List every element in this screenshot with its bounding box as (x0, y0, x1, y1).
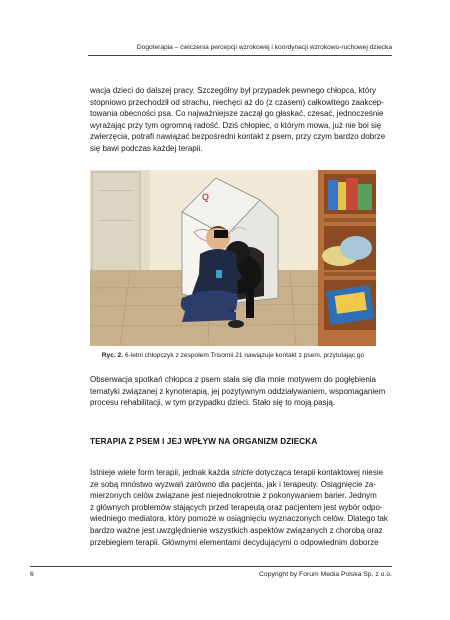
text-line: procesu rehabilitacji, w tym przypadku dzieci. Stało się to moją pasją. (90, 398, 335, 408)
text-line: wiedniego mediatora, który pomoże w osiągnięciu wyznaczonych celów. Dlatego tak (90, 514, 388, 524)
paragraph-observation (90, 374, 386, 409)
text-run: Istnieje wiele form terapii, jednak każda (90, 468, 232, 477)
text-line: się bawi podczas każdej terapii. (90, 143, 203, 153)
figure-caption-text: 6-letni chłopczyk z zespołem Trisomii 21 nawiązuje kontakt z psem, przytulając go (124, 352, 365, 359)
paragraph-intro (90, 85, 386, 155)
text-run: dotycząca terapii kontaktowej niesie (253, 468, 384, 477)
text-line: bardzo ważne jest uwzględnienie wszystkich aspektów związanych z chorobą oraz (90, 525, 383, 535)
text-line: ze sobą mnóstwo wyzwań zarówno dla pacjenta, jak i terapeuty. Osiągnięcie za- (90, 479, 376, 489)
text-line: wyrażając przy tym ogromną radość. Dziś chłopiec, o którym mowa, już nie boi się (90, 120, 382, 130)
text-line: z głównych problemów stających przed terapeutą oraz pacjentem jest wybór odpo- (90, 502, 383, 512)
footer-rule (30, 566, 392, 567)
svg-text:Q: Q (202, 192, 210, 202)
italic-term: stricte (231, 468, 254, 477)
figure-photo (90, 170, 376, 346)
text-line: Obserwacja spotkań chłopca z psem stała się dla mnie motywem do pogłębienia (90, 375, 376, 384)
figure-caption (90, 352, 376, 359)
text-line (90, 467, 384, 479)
photo-boy-with-dog (90, 170, 376, 346)
text-line: wacja dzieci do dalszej pracy. Szczególny był przypadek pewnego chłopca, który (90, 86, 376, 95)
figure-label: Ryc. 2. (101, 352, 124, 359)
text-line: stopniowo przechodził od strachu, niechęci aż do (z czasem) całkowitego zaakcep- (90, 97, 384, 107)
page-number: 6 (30, 571, 34, 578)
running-header: Dogoterapia – ćwiczenia percepcji wzrokowej i koordynacji wzrokowo-ruchowej dziecka (136, 44, 392, 51)
section-heading: TERAPIA Z PSEM I JEJ WPŁYW NA ORGANIZM DZIECKA (90, 437, 318, 446)
text-line: mierzonych celów związane jest niejednokrotnie z pokonywaniem barier. Jednym (90, 491, 377, 501)
text-line: tematyki związanej z kynoterapią, jej pozytywnym oddziaływaniem, wspomaganiem (90, 386, 386, 396)
paragraph-therapy (90, 467, 388, 548)
text-line: zwierzęcia, potrafi nawiązać bezpośredni kontakt z psem, przy czym bardzo dobrze (90, 132, 386, 142)
copyright-notice: Copyright by Forum Media Polska Sp. z o.o. (259, 571, 392, 578)
text-line: przebiegiem terapii. Głównymi elementami decydującymi o odpowiednim doborze (90, 537, 379, 547)
text-line: towania obecności psa. Co najważniejsze zaczął go głaskać, czesać, jednocześnie (90, 109, 384, 119)
header-rule (88, 55, 392, 56)
